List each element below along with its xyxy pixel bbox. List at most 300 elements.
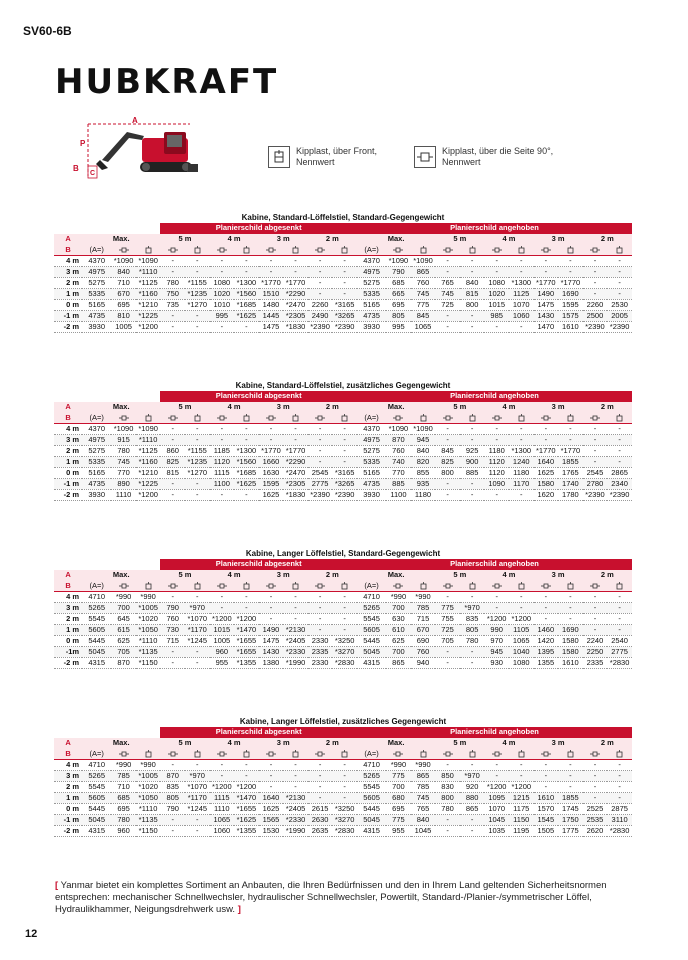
load-cell: - <box>308 423 333 434</box>
load-cell: 5275 <box>357 277 386 288</box>
height-label: 2 m <box>54 781 82 792</box>
max-header: Max. <box>82 570 160 581</box>
load-cell: 4735 <box>82 478 111 489</box>
load-cell: *1090 <box>411 255 436 266</box>
load-cell: - <box>607 770 632 781</box>
load-cell: - <box>308 602 333 613</box>
load-cell: - <box>308 288 333 299</box>
height-label: -1m <box>54 646 82 657</box>
load-cell: *1200 <box>484 613 509 624</box>
load-cell: - <box>435 489 460 500</box>
load-cell: 705 <box>435 635 460 646</box>
table-row <box>54 635 632 646</box>
load-cell: - <box>210 489 235 500</box>
load-cell: - <box>185 657 210 668</box>
height-label: -1 m <box>54 310 82 321</box>
load-cell: *3270 <box>332 646 357 657</box>
load-cell: 815 <box>160 467 185 478</box>
load-cell: *970 <box>460 602 485 613</box>
load-cell: 800 <box>435 467 460 478</box>
load-cell: 5605 <box>82 792 111 803</box>
side-load-icon <box>111 749 136 760</box>
load-cell: - <box>332 591 357 602</box>
load-cell: - <box>583 792 608 803</box>
load-cell: - <box>583 591 608 602</box>
load-cell: 765 <box>435 277 460 288</box>
load-cell: - <box>160 310 185 321</box>
load-cell: - <box>210 423 235 434</box>
diagram-label-a: A <box>132 116 138 125</box>
front-load-icon <box>234 245 259 256</box>
load-cell: - <box>484 423 509 434</box>
load-cell: 4315 <box>82 825 111 836</box>
table-row <box>54 624 632 635</box>
load-cell: 2615 <box>308 803 333 814</box>
table-row <box>54 445 632 456</box>
load-cell: 2240 <box>583 635 608 646</box>
load-cell: - <box>332 255 357 266</box>
load-cell: - <box>583 613 608 624</box>
load-cell: - <box>234 489 259 500</box>
load-cell: 5445 <box>82 803 111 814</box>
load-cell: *2390 <box>332 489 357 500</box>
front-load-icon <box>234 581 259 592</box>
load-cell: *1625 <box>234 310 259 321</box>
height-label: 1 m <box>54 792 82 803</box>
load-cell: *1005 <box>136 770 161 781</box>
row-b-label: B <box>54 245 82 256</box>
load-cell: *3265 <box>332 310 357 321</box>
side-load-icon <box>484 245 509 256</box>
load-cell: 785 <box>411 781 436 792</box>
max-header: Max. <box>357 738 435 749</box>
load-cell: 4975 <box>357 434 386 445</box>
load-cell: 1420 <box>534 635 559 646</box>
load-cell: *1225 <box>136 478 161 489</box>
load-cell: 1480 <box>259 299 284 310</box>
load-cell: - <box>185 591 210 602</box>
load-cell: - <box>509 489 534 500</box>
load-cell: - <box>460 321 485 332</box>
height-label: 3 m <box>54 602 82 613</box>
load-cell: 2775 <box>308 478 333 489</box>
load-cell: 1690 <box>558 624 583 635</box>
load-cell: *990 <box>411 759 436 770</box>
front-load-icon <box>558 749 583 760</box>
load-cell: 1060 <box>509 310 534 321</box>
load-cell: 5335 <box>357 288 386 299</box>
load-cell: 1080 <box>509 657 534 668</box>
side-load-icon <box>583 413 608 424</box>
load-cell: 5275 <box>82 445 111 456</box>
load-cell: 1240 <box>509 456 534 467</box>
load-cell: 670 <box>411 624 436 635</box>
load-cell: 1180 <box>411 489 436 500</box>
load-cell: - <box>210 434 235 445</box>
load-cell: 1855 <box>558 456 583 467</box>
load-cell: *990 <box>411 591 436 602</box>
load-cell: 5605 <box>357 624 386 635</box>
side-load-icon <box>435 581 460 592</box>
load-cell: 1005 <box>111 321 136 332</box>
height-label: 2 m <box>54 445 82 456</box>
load-cell: - <box>484 266 509 277</box>
load-cell: 695 <box>111 803 136 814</box>
load-cell: 785 <box>411 602 436 613</box>
load-table-block <box>54 380 632 501</box>
load-cell: - <box>583 456 608 467</box>
load-cell: *990 <box>111 759 136 770</box>
load-cell: *1210 <box>136 299 161 310</box>
load-cell: *3270 <box>332 814 357 825</box>
load-cell: *1090 <box>386 255 411 266</box>
load-cell: 1490 <box>534 288 559 299</box>
load-cell: - <box>185 489 210 500</box>
radius-header: 2 m <box>583 738 632 749</box>
legend-side-text: Kipplast, über die Seite 90°, Nennwert <box>442 146 554 167</box>
load-cell: 625 <box>111 635 136 646</box>
side-load-icon <box>111 245 136 256</box>
side-load-icon <box>111 413 136 424</box>
load-cell: - <box>460 434 485 445</box>
load-cell: 1040 <box>509 646 534 657</box>
load-cell: *1200 <box>136 321 161 332</box>
load-cell: *1160 <box>136 456 161 467</box>
max-header: Max. <box>357 234 435 245</box>
load-cell: - <box>185 478 210 489</box>
height-label: 3 m <box>54 434 82 445</box>
side-load-icon <box>386 245 411 256</box>
header-row-b <box>54 413 632 424</box>
load-cell: 1070 <box>509 299 534 310</box>
load-cell: 2335 <box>308 646 333 657</box>
load-cell: *2390 <box>583 321 608 332</box>
load-cell: - <box>259 434 284 445</box>
load-cell: 680 <box>386 792 411 803</box>
load-cell: 710 <box>111 277 136 288</box>
load-cell: 960 <box>111 825 136 836</box>
load-cell: *2830 <box>332 657 357 668</box>
load-cell: - <box>283 255 308 266</box>
load-cell: - <box>534 434 559 445</box>
table-title: Kabine, Standard-Löffelstiel, Standard-Gegengewicht <box>241 213 445 222</box>
load-cell: *1355 <box>234 825 259 836</box>
load-cell: 2260 <box>308 299 333 310</box>
table-title: Kabine, Langer Löffelstiel, zusätzliches Gegengewicht <box>239 717 447 726</box>
load-cell: *1050 <box>136 792 161 803</box>
radius-header: 3 m <box>534 402 583 413</box>
height-label: -2 m <box>54 321 82 332</box>
load-cell: - <box>460 489 485 500</box>
load-cell: 4710 <box>357 591 386 602</box>
band-blank <box>54 727 160 738</box>
load-cell: 5165 <box>357 467 386 478</box>
front-load-icon <box>509 245 534 256</box>
load-cell: 1470 <box>534 321 559 332</box>
load-cell: - <box>160 657 185 668</box>
load-cell: 695 <box>386 803 411 814</box>
front-load-icon <box>283 749 308 760</box>
load-cell: 940 <box>411 657 436 668</box>
load-cell: 995 <box>210 310 235 321</box>
load-cell: - <box>160 266 185 277</box>
load-cell: 1780 <box>558 489 583 500</box>
blade-lowered-label: Planierschild abgesenkt <box>160 391 357 402</box>
load-cell: 700 <box>111 602 136 613</box>
radius-header: 5 m <box>160 570 209 581</box>
table-row <box>54 646 632 657</box>
load-cell: - <box>160 434 185 445</box>
load-cell: 775 <box>386 770 411 781</box>
load-cell: 840 <box>411 445 436 456</box>
reach-header: (A=) <box>357 581 386 592</box>
reach-header: (A=) <box>82 245 111 256</box>
header-row-a <box>54 570 632 581</box>
load-cell: 855 <box>411 467 436 478</box>
load-cell: *1655 <box>234 803 259 814</box>
load-cell: 5265 <box>82 770 111 781</box>
load-cell: - <box>484 321 509 332</box>
load-cell: *1685 <box>234 299 259 310</box>
side-load-icon <box>534 581 559 592</box>
load-cell: *1150 <box>136 825 161 836</box>
load-cell: - <box>534 602 559 613</box>
row-a-label: A <box>54 234 82 245</box>
table-title: Kabine, Langer Löffelstiel, Standard-Gegengewicht <box>245 549 441 558</box>
load-cell: *1200 <box>509 781 534 792</box>
load-cell: 645 <box>111 613 136 624</box>
header-row-b <box>54 245 632 256</box>
front-load-icon <box>136 581 161 592</box>
load-cell: 5045 <box>357 646 386 657</box>
load-cell: *1155 <box>185 445 210 456</box>
height-label: 4 m <box>54 255 82 266</box>
load-cell: 1020 <box>210 288 235 299</box>
radius-header: 5 m <box>435 402 484 413</box>
load-cell: *2330 <box>283 646 308 657</box>
load-cell: 1490 <box>259 624 284 635</box>
front-load-icon <box>268 146 290 168</box>
load-cell: *1470 <box>234 624 259 635</box>
load-cell: 2250 <box>583 646 608 657</box>
load-cell: 1620 <box>534 489 559 500</box>
load-cell: 740 <box>386 456 411 467</box>
radius-header: 5 m <box>435 738 484 749</box>
load-cell: 970 <box>484 635 509 646</box>
load-cell: 900 <box>460 456 485 467</box>
load-cell: 4710 <box>357 759 386 770</box>
side-load-icon <box>386 581 411 592</box>
load-cell: 955 <box>210 657 235 668</box>
load-cell: 1855 <box>558 792 583 803</box>
table-row <box>54 467 632 478</box>
load-cell: *1160 <box>136 288 161 299</box>
side-load-icon <box>259 749 284 760</box>
load-cell: 955 <box>386 825 411 836</box>
load-cell: 2620 <box>583 825 608 836</box>
front-load-icon <box>136 749 161 760</box>
load-cell: - <box>308 770 333 781</box>
load-cell: 3930 <box>357 489 386 500</box>
load-cell: *2305 <box>283 478 308 489</box>
table-row <box>54 759 632 770</box>
load-cell: *2830 <box>607 657 632 668</box>
load-cell: 2545 <box>308 467 333 478</box>
load-cell: 1035 <box>484 825 509 836</box>
load-cell: 760 <box>411 646 436 657</box>
load-cell: 780 <box>111 445 136 456</box>
footnote-text: Yanmar bietet ein komplettes Sortiment an Anbauten, die Ihren Bedürfnissen und den in Ihrem Land geltenden Sicherheitsnormen entsprechen: mechanischer Schnellwechsler, hydraulischer Schnellwechsler, Powertilt, Standard-/Planier-/symmetrischer Löffel, Hydraulikhammer, Neigungsdrehwerk usw. <box>55 880 607 915</box>
load-cell: *2390 <box>607 489 632 500</box>
load-table <box>54 391 632 501</box>
load-cell: - <box>484 770 509 781</box>
blade-raised-label: Planierschild angehoben <box>357 391 632 402</box>
load-cell: 1065 <box>210 814 235 825</box>
load-cell: - <box>607 255 632 266</box>
load-cell: 760 <box>386 445 411 456</box>
load-cell: - <box>607 602 632 613</box>
load-cell: 835 <box>460 613 485 624</box>
load-cell: - <box>283 613 308 624</box>
load-cell: - <box>234 770 259 781</box>
load-cell: 790 <box>160 803 185 814</box>
header-row-a <box>54 234 632 245</box>
load-cell: - <box>435 434 460 445</box>
load-cell: - <box>308 781 333 792</box>
load-cell: *1135 <box>136 646 161 657</box>
load-cell: - <box>558 602 583 613</box>
table-row <box>54 613 632 624</box>
load-cell: 715 <box>160 635 185 646</box>
load-cell: - <box>607 288 632 299</box>
load-cell: - <box>185 321 210 332</box>
radius-header: 5 m <box>160 234 209 245</box>
load-cell: 5165 <box>82 299 111 310</box>
load-cell: 745 <box>435 288 460 299</box>
side-load-icon <box>435 413 460 424</box>
load-cell: 1105 <box>509 624 534 635</box>
load-cell: - <box>283 423 308 434</box>
load-cell: *1770 <box>283 277 308 288</box>
load-cell: 805 <box>386 310 411 321</box>
load-cell: *2390 <box>332 321 357 332</box>
reach-header: (A=) <box>357 413 386 424</box>
load-cell: 810 <box>111 310 136 321</box>
table-row <box>54 825 632 836</box>
side-load-icon <box>386 413 411 424</box>
load-cell: 775 <box>435 602 460 613</box>
load-cell: - <box>332 423 357 434</box>
load-cell: - <box>308 591 333 602</box>
height-label: 0 m <box>54 299 82 310</box>
load-cell: 695 <box>111 299 136 310</box>
height-label: 1 m <box>54 624 82 635</box>
blade-band-row <box>54 559 632 570</box>
radius-header: 4 m <box>210 402 259 413</box>
load-cell: *1560 <box>234 288 259 299</box>
load-cell: 1545 <box>534 814 559 825</box>
load-cell: 880 <box>460 792 485 803</box>
front-load-icon <box>411 749 436 760</box>
blade-lowered-label: Planierschild abgesenkt <box>160 559 357 570</box>
side-load-icon <box>534 749 559 760</box>
header-row-a <box>54 738 632 749</box>
load-cell: 1640 <box>534 456 559 467</box>
load-cell: *1560 <box>234 456 259 467</box>
load-cell: 690 <box>411 635 436 646</box>
load-cell: *1990 <box>283 825 308 836</box>
load-cell: - <box>509 759 534 770</box>
load-cell: - <box>558 423 583 434</box>
load-cell: 870 <box>386 434 411 445</box>
load-cell: 5335 <box>82 456 111 467</box>
load-cell: 5335 <box>357 456 386 467</box>
load-cell: - <box>210 321 235 332</box>
load-cell: *990 <box>386 759 411 770</box>
load-cell: 2260 <box>583 299 608 310</box>
load-cell: - <box>607 266 632 277</box>
side-load-icon <box>583 245 608 256</box>
load-cell: - <box>558 613 583 624</box>
load-cell: *1770 <box>259 445 284 456</box>
load-cell: - <box>460 266 485 277</box>
side-load-icon <box>210 245 235 256</box>
load-cell: 915 <box>111 434 136 445</box>
load-table <box>54 559 632 669</box>
load-table-block <box>54 212 632 333</box>
load-cell: - <box>259 770 284 781</box>
reach-header: (A=) <box>357 245 386 256</box>
load-cell: - <box>435 825 460 836</box>
load-cell: - <box>234 759 259 770</box>
load-cell: 850 <box>435 770 460 781</box>
load-cell: *1355 <box>234 657 259 668</box>
load-cell: 925 <box>460 445 485 456</box>
load-cell: *2130 <box>283 792 308 803</box>
load-cell: 1625 <box>534 467 559 478</box>
load-cell: 845 <box>435 445 460 456</box>
load-cell: 2005 <box>607 310 632 321</box>
height-label: -1 m <box>54 814 82 825</box>
height-label: 1 m <box>54 288 82 299</box>
load-cell: - <box>210 759 235 770</box>
load-cell: - <box>435 266 460 277</box>
load-cell: 5545 <box>82 781 111 792</box>
model-label: SV60-6B <box>23 24 72 38</box>
table-row <box>54 310 632 321</box>
load-cell: - <box>583 781 608 792</box>
load-cell: - <box>283 266 308 277</box>
front-load-icon <box>460 749 485 760</box>
load-cell: - <box>234 591 259 602</box>
load-cell: *1270 <box>185 467 210 478</box>
load-cell: 1660 <box>259 456 284 467</box>
load-cell: - <box>160 646 185 657</box>
radius-header: 3 m <box>534 234 583 245</box>
load-cell: - <box>185 825 210 836</box>
side-load-icon <box>534 245 559 256</box>
height-label: 4 m <box>54 591 82 602</box>
load-cell: *1770 <box>558 277 583 288</box>
front-load-icon <box>411 245 436 256</box>
load-cell: - <box>607 445 632 456</box>
load-cell: 5265 <box>82 602 111 613</box>
load-cell: - <box>160 478 185 489</box>
side-load-icon <box>484 413 509 424</box>
header-row-a <box>54 402 632 413</box>
load-cell: *1625 <box>234 814 259 825</box>
load-cell: 1010 <box>210 299 235 310</box>
